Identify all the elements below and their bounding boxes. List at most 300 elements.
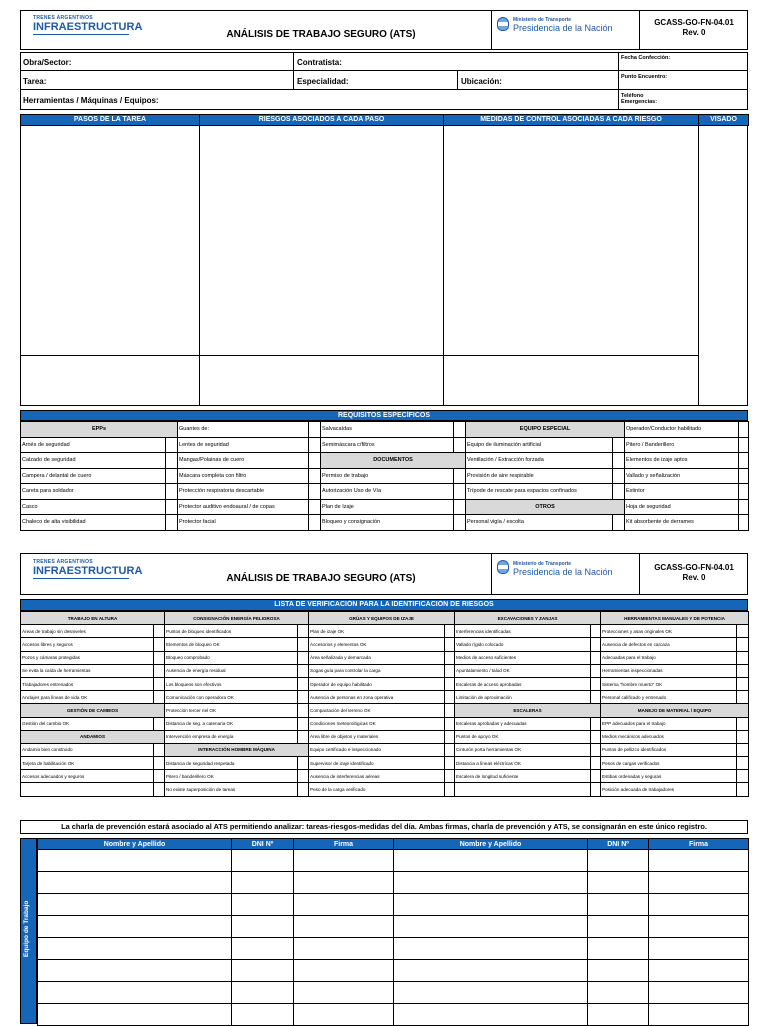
equipo-trabajo-label: Equipo de Trabajo <box>23 900 30 958</box>
firma-input[interactable] <box>649 916 749 938</box>
verificacion-checkbox[interactable] <box>445 691 455 704</box>
verificacion-item-label: Adecuadas para el trabajo <box>601 651 737 664</box>
verificacion-item-label: Ausencia de defectos en carcaza <box>601 638 737 651</box>
requisitos-checkbox[interactable] <box>454 499 466 515</box>
verificacion-row <box>21 743 749 756</box>
verificacion-item-label: Vallado rígido colocado <box>455 638 591 651</box>
requisitos-checkbox[interactable] <box>454 515 466 531</box>
firma-input[interactable] <box>294 894 394 916</box>
requisitos-item-label: Kit absorbente de derrames <box>625 515 739 531</box>
verificacion-item-label: Ausencia de energía residual <box>165 664 298 677</box>
verificacion-checkbox[interactable] <box>154 783 165 796</box>
verificacion-item-label: Escaleras aprobadas y adecuadas <box>455 717 591 730</box>
verificacion-checkbox[interactable] <box>737 691 749 704</box>
requisitos-item-label: Ventilación / Extracción forzada <box>466 453 613 469</box>
document-title: ANÁLISIS DE TRABAJO SEGURO (ATS) <box>226 29 416 40</box>
verificacion-group-header: ANDAMIOS <box>21 730 165 743</box>
requisitos-item-label: Arnés de seguridad <box>21 437 166 453</box>
verificacion-checkbox[interactable] <box>154 757 165 770</box>
verificacion-checkbox[interactable] <box>154 664 165 677</box>
verificacion-item-label: Compactación del terreno OK <box>309 704 445 717</box>
equipo-trabajo-sidebar <box>20 838 37 1024</box>
verificacion-item-label: Elementos de bloqueo OK <box>165 638 298 651</box>
firma-input[interactable] <box>294 960 394 982</box>
verificacion-checkbox[interactable] <box>591 717 601 730</box>
verificacion-item-label: Los bloqueos son efectivos <box>165 677 298 690</box>
requisitos-item-label: Hoja de seguridad <box>625 499 739 515</box>
requisitos-checkbox[interactable] <box>454 484 466 500</box>
verificacion-item-label <box>455 783 591 796</box>
requisitos-checkbox[interactable] <box>309 422 321 438</box>
requisitos-checkbox[interactable] <box>739 468 749 484</box>
verificacion-item-label <box>21 783 154 796</box>
verificacion-checkbox[interactable] <box>298 770 309 783</box>
verificacion-checkbox[interactable] <box>298 783 309 796</box>
verificacion-checkbox[interactable] <box>591 743 601 756</box>
requisitos-checkbox[interactable] <box>739 437 749 453</box>
dni-input[interactable] <box>588 1004 649 1026</box>
dni-input[interactable] <box>232 872 294 894</box>
nombre-input[interactable] <box>394 894 588 916</box>
firma-input[interactable] <box>649 850 749 872</box>
requisitos-row <box>21 453 749 469</box>
charla-note: La charla de prevención estará asociado al ATS permitiendo analizar: tareas-riesgos-medidas del día. Ambas firmas, charla de prevención y ATS, se consignarán en este único registro. <box>20 820 748 834</box>
steps-input-area[interactable] <box>31 135 191 345</box>
requisitos-item-label: Operador/Conductor habilitado <box>625 422 739 438</box>
visado-col-header: VISADO <box>698 114 749 126</box>
obra-sector-field[interactable]: Obra/Sector: <box>23 58 72 67</box>
especialidad-field[interactable]: Especialidad: <box>297 77 349 86</box>
requisitos-checkbox[interactable] <box>739 499 749 515</box>
verificacion-group-header: MANEJO DE MATERIAL / EQUIPO <box>601 704 749 717</box>
logo-infraestructura: TRENES ARGENTINOS INFRAESTRUCTURA <box>33 15 143 33</box>
verificacion-checkbox[interactable] <box>591 783 601 796</box>
verificacion-item-label: Protección tercer riel OK <box>165 704 298 717</box>
requisitos-checkbox[interactable] <box>739 453 749 469</box>
punto-encuentro-field[interactable]: Punto Encuentro: <box>621 74 668 80</box>
logo-infraestructura-2: TRENES ARGENTINOS INFRAESTRUCTURA <box>33 559 143 577</box>
requisitos-row <box>21 515 749 531</box>
nombre-input[interactable] <box>394 872 588 894</box>
verificacion-item-label: Supervisor de izaje identificado <box>309 757 445 770</box>
verificacion-checkbox[interactable] <box>737 677 749 690</box>
verificacion-item-label: Condiciones meteorológicas OK <box>309 717 445 730</box>
verificacion-row <box>21 770 749 783</box>
firmas-row <box>38 1004 749 1026</box>
requisitos-checkbox[interactable] <box>166 515 178 531</box>
verificacion-item-label: EPP adecuados para el trabajo <box>601 717 737 730</box>
verificacion-checkbox[interactable] <box>154 638 165 651</box>
verificacion-row <box>21 664 749 677</box>
verificacion-row <box>21 730 749 743</box>
verificacion-item-label: Tarjeta de habilitación OK <box>21 757 154 770</box>
requisitos-item-label: Calzado de seguridad <box>21 453 166 469</box>
requisitos-item-label: Bloqueo y consignación <box>321 515 454 531</box>
dni-input[interactable] <box>588 982 649 1004</box>
verificacion-item-label: Plan de izaje OK <box>309 625 445 638</box>
firmas-table <box>37 838 749 1026</box>
nombre-input[interactable] <box>38 916 232 938</box>
firmas-row <box>38 916 749 938</box>
verificacion-item-label: Escaleras de acceso aprobadas <box>455 677 591 690</box>
verificacion-checkbox[interactable] <box>298 651 309 664</box>
requisitos-row <box>21 422 749 438</box>
firma-input[interactable] <box>294 938 394 960</box>
requisitos-title: REQUISITOS ESPECÍFICOS <box>20 410 748 421</box>
verificacion-checkbox[interactable] <box>298 638 309 651</box>
verificacion-row <box>21 704 749 717</box>
dni-input[interactable] <box>588 850 649 872</box>
requisitos-item-label: Lentes de seguridad <box>178 437 309 453</box>
requisitos-checkbox[interactable] <box>166 437 178 453</box>
requisitos-item-label: Protector auditivo endoaural / de copas <box>178 499 309 515</box>
requisitos-row <box>21 484 749 500</box>
requisitos-item-label: Permiso de trabajo <box>321 468 454 484</box>
requisitos-checkbox[interactable] <box>309 468 321 484</box>
requisitos-group-header: EQUIPO ESPECIAL <box>466 422 625 438</box>
requisitos-item-label: Máscara completa con filtro <box>178 468 309 484</box>
risks-input-area[interactable] <box>209 135 434 345</box>
requisitos-checkbox[interactable] <box>309 453 321 469</box>
verificacion-title: LISTA DE VERIFICACIÓN PARA LA IDENTIFICACIÓN DE RIESGOS <box>20 599 748 611</box>
firma-input[interactable] <box>649 982 749 1004</box>
verificacion-item-label: Personal calificado y entrenado <box>601 691 737 704</box>
info-box <box>20 52 748 110</box>
verificacion-item-label: Medios mecánicos adecuados <box>601 730 737 743</box>
requisitos-item-label: Protector facial <box>178 515 309 531</box>
verificacion-item-label: Distancia a líneas eléctricas OK <box>455 757 591 770</box>
verificacion-checkbox[interactable] <box>737 757 749 770</box>
verificacion-checkbox[interactable] <box>298 704 309 717</box>
requisitos-row <box>21 468 749 484</box>
requisitos-group-header: DOCUMENTOS <box>321 453 466 469</box>
measures-input-area[interactable] <box>453 135 688 345</box>
dni-input[interactable] <box>232 894 294 916</box>
verificacion-checkbox[interactable] <box>737 770 749 783</box>
verificacion-item-label: Puntos de pellizco identificados <box>601 743 737 756</box>
verificacion-item-label: Ausencia de interferencias aéreas <box>309 770 445 783</box>
verificacion-checkbox[interactable] <box>737 783 749 796</box>
verificacion-checkbox[interactable] <box>591 677 601 690</box>
firma-input[interactable] <box>649 1004 749 1026</box>
requisitos-item-label: Elementos de izaje aptos <box>625 453 739 469</box>
document-code: GCASS-GO-FN-04.01 Rev. 0 <box>654 18 734 37</box>
contratista-field[interactable]: Contratista: <box>297 58 342 67</box>
verificacion-checkbox[interactable] <box>154 770 165 783</box>
verificacion-checkbox[interactable] <box>298 717 309 730</box>
dni-input[interactable] <box>588 872 649 894</box>
verificacion-item-label: Apuntalamiento / talud OK <box>455 664 591 677</box>
verificacion-item-label: Área señalizada y demarcada <box>309 651 445 664</box>
verificacion-checkbox[interactable] <box>445 730 455 743</box>
verificacion-row <box>21 783 749 796</box>
verificacion-checkbox[interactable] <box>298 677 309 690</box>
requisitos-checkbox[interactable] <box>454 468 466 484</box>
requisitos-item-label: Salvacaídas <box>321 422 454 438</box>
requisitos-group-header: OTROS <box>466 499 625 515</box>
document-title-2: ANÁLISIS DE TRABAJO SEGURO (ATS) <box>226 573 416 584</box>
requisitos-item-label: Semimáscara c/filtros <box>321 437 454 453</box>
nombre-input[interactable] <box>38 982 232 1004</box>
verificacion-checkbox[interactable] <box>298 757 309 770</box>
verificacion-checkbox[interactable] <box>445 770 455 783</box>
verificacion-checkbox[interactable] <box>154 743 165 756</box>
firmas-row <box>38 894 749 916</box>
verificacion-item-label: Cinturón porta herramientas OK <box>455 743 591 756</box>
verificacion-checkbox[interactable] <box>737 730 749 743</box>
verificacion-checkbox[interactable] <box>445 664 455 677</box>
verificacion-checkbox[interactable] <box>445 783 455 796</box>
verificacion-item-label: Área libre de objetos y materiales <box>309 730 445 743</box>
nombre-input[interactable] <box>38 938 232 960</box>
verificacion-item-label: Estibas ordenadas y seguras <box>601 770 737 783</box>
nombre-input[interactable] <box>394 850 588 872</box>
verificacion-item-label: Gestión del cambio OK <box>21 717 154 730</box>
dni-input[interactable] <box>232 960 294 982</box>
verificacion-checkbox[interactable] <box>591 757 601 770</box>
verificacion-checkbox[interactable] <box>445 638 455 651</box>
verificacion-checkbox[interactable] <box>591 770 601 783</box>
verificacion-item-label: Equipo certificado e inspeccionado <box>309 743 445 756</box>
requisitos-checkbox[interactable] <box>166 484 178 500</box>
telefono-emergencias-field[interactable]: Teléfono Emergencias: <box>621 93 658 105</box>
verificacion-checkbox[interactable] <box>154 717 165 730</box>
seal-icon-2 <box>497 560 509 574</box>
requisitos-checkbox[interactable] <box>613 515 625 531</box>
verificacion-item-label: Se evita la caída de herramientas <box>21 664 154 677</box>
verificacion-item-label: Puntos de bloqueo identificados <box>165 625 298 638</box>
firmas-column-header: DNI Nº <box>588 839 649 850</box>
requisitos-item-label: Campera / delantal de cuero <box>21 468 166 484</box>
herramientas-field[interactable]: Herramientas / Máquinas / Equipos: <box>23 96 159 105</box>
verificacion-item-label: Puntos de apoyo OK <box>455 730 591 743</box>
verificacion-item-label: Distancia de seg. a catenaria OK <box>165 717 298 730</box>
firma-input[interactable] <box>294 872 394 894</box>
nombre-input[interactable] <box>394 916 588 938</box>
requisitos-checkbox[interactable] <box>613 484 625 500</box>
header-box-2 <box>20 553 748 595</box>
verificacion-checkbox[interactable] <box>737 638 749 651</box>
nombre-input[interactable] <box>38 850 232 872</box>
verificacion-row <box>21 638 749 651</box>
verificacion-row <box>21 625 749 638</box>
requisitos-item-label: Plan de Izaje <box>321 499 454 515</box>
verificacion-checkbox[interactable] <box>298 625 309 638</box>
dni-input[interactable] <box>232 938 294 960</box>
verificacion-checkbox[interactable] <box>298 664 309 677</box>
verificacion-row <box>21 717 749 730</box>
verificacion-checkbox[interactable] <box>445 625 455 638</box>
risks-col-header: RIESGOS ASOCIADOS A CADA PASO <box>199 114 444 126</box>
firma-input[interactable] <box>649 872 749 894</box>
verificacion-checkbox[interactable] <box>737 625 749 638</box>
verificacion-checkbox[interactable] <box>154 691 165 704</box>
nombre-input[interactable] <box>394 1004 588 1026</box>
ministry-logo-2: Ministerio de Transporte Presidencia de la Nación <box>513 561 613 577</box>
firmas-row <box>38 960 749 982</box>
verificacion-group-header: ESCALERAS <box>455 704 601 717</box>
requisitos-item-label: Autorización Uso de Vía <box>321 484 454 500</box>
verificacion-checkbox[interactable] <box>737 743 749 756</box>
verificacion-checkbox[interactable] <box>298 730 309 743</box>
verificacion-category-header: HERRAMIENTAS MANUALES Y DE POTENCIA <box>601 612 749 625</box>
verificacion-item-label: Pitero / banderillero OK <box>165 770 298 783</box>
verificacion-category-header: GRÚAS Y EQUIPOS DE IZAJE <box>309 612 455 625</box>
requisitos-item-label: Guantes de: <box>178 422 309 438</box>
verificacion-row <box>21 651 749 664</box>
requisitos-row <box>21 499 749 515</box>
verificacion-group-header: GESTIÓN DE CAMBIOS <box>21 704 165 717</box>
dni-input[interactable] <box>232 916 294 938</box>
nombre-input[interactable] <box>38 894 232 916</box>
firmas-header-row <box>38 839 749 850</box>
nombre-input[interactable] <box>394 960 588 982</box>
verificacion-checkbox[interactable] <box>445 717 455 730</box>
verificacion-item-label: Bloqueo comprobado <box>165 651 298 664</box>
dni-input[interactable] <box>232 850 294 872</box>
requisitos-checkbox[interactable] <box>739 484 749 500</box>
verificacion-item-label: Operador de equipo habilitado <box>309 677 445 690</box>
verificacion-checkbox[interactable] <box>737 651 749 664</box>
seal-icon <box>497 17 509 31</box>
requisitos-checkbox[interactable] <box>166 468 178 484</box>
requisitos-item-label: Equipo de iluminación artificial <box>466 437 613 453</box>
tarea-field[interactable]: Tarea: <box>23 77 47 86</box>
verificacion-checkbox[interactable] <box>445 704 455 717</box>
verificacion-item-label: Limitación de aproximación <box>455 691 591 704</box>
verificacion-group-header: INTERACCIÓN HOMBRE MÁQUINA <box>165 743 309 756</box>
verificacion-checkbox[interactable] <box>445 677 455 690</box>
firmas-row <box>38 982 749 1004</box>
requisitos-item-label: Pitero / Banderillero <box>625 437 739 453</box>
requisitos-item-label: Mangas/Polainas de cuero <box>178 453 309 469</box>
verificacion-checkbox[interactable] <box>591 651 601 664</box>
verificacion-item-label: Accesorios y elementos OK <box>309 638 445 651</box>
requisitos-row <box>21 437 749 453</box>
requisitos-checkbox[interactable] <box>309 515 321 531</box>
requisitos-checkbox[interactable] <box>454 437 466 453</box>
firma-input[interactable] <box>294 982 394 1004</box>
firma-input[interactable] <box>294 1004 394 1026</box>
verificacion-checkbox[interactable] <box>591 691 601 704</box>
nombre-input[interactable] <box>38 872 232 894</box>
measures-col-header: MEDIDAS DE CONTROL ASOCIADAS A CADA RIESGO <box>443 114 699 126</box>
firma-input[interactable] <box>649 960 749 982</box>
verificacion-item-label: Ausencia de personas en zona operativa <box>309 691 445 704</box>
firmas-column-header: Firma <box>649 839 749 850</box>
firmas-column-header: Nombre y Apellido <box>38 839 232 850</box>
dni-input[interactable] <box>588 894 649 916</box>
ministry-logo: Ministerio de Transporte Presidencia de la Nación <box>513 17 613 33</box>
verificacion-category-header: CONSIGNACIÓN ENERGÍA PELIGROSA <box>165 612 309 625</box>
verificacion-item-label: Peso de la carga verificado <box>309 783 445 796</box>
firma-input[interactable] <box>294 916 394 938</box>
verificacion-item-label: Anclajes para líneas de vida OK <box>21 691 154 704</box>
verificacion-item-label: Áreas de trabajo sin desniveles <box>21 625 154 638</box>
requisitos-checkbox[interactable] <box>309 484 321 500</box>
nombre-input[interactable] <box>394 982 588 1004</box>
verificacion-item-label: No existe superposición de tareas <box>165 783 298 796</box>
requisitos-item-label: Trípode de rescate para espacios confinados <box>466 484 613 500</box>
requisitos-checkbox[interactable] <box>309 499 321 515</box>
requisitos-checkbox[interactable] <box>739 422 749 438</box>
verificacion-checkbox[interactable] <box>737 664 749 677</box>
requisitos-table <box>20 421 749 531</box>
requisitos-group-header: EPPs <box>21 422 178 438</box>
dni-input[interactable] <box>232 1004 294 1026</box>
nombre-input[interactable] <box>394 938 588 960</box>
verificacion-checkbox[interactable] <box>737 717 749 730</box>
requisitos-item-label: Provisión de aire respirable <box>466 468 613 484</box>
requisitos-checkbox[interactable] <box>739 515 749 531</box>
verificacion-item-label: Posición adecuada de trabajadores <box>601 783 737 796</box>
ubicacion-field[interactable]: Ubicación: <box>461 77 502 86</box>
verificacion-checkbox[interactable] <box>298 691 309 704</box>
verificacion-category-header: TRABAJO EN ALTURA <box>21 612 165 625</box>
dni-input[interactable] <box>588 938 649 960</box>
verificacion-checkbox[interactable] <box>445 757 455 770</box>
steps-col-header: PASOS DE LA TAREA <box>20 114 200 126</box>
requisitos-item-label: Personal vigía / escolta <box>466 515 613 531</box>
verificacion-item-label: Sistema "hombre muerto" OK <box>601 677 737 690</box>
verificacion-checkbox[interactable] <box>591 625 601 638</box>
dni-input[interactable] <box>588 916 649 938</box>
verificacion-checkbox[interactable] <box>154 677 165 690</box>
verificacion-item-label: Accesos adecuados y seguros <box>21 770 154 783</box>
verificacion-checkbox[interactable] <box>154 625 165 638</box>
verificacion-item-label: Trabajadores entrenados <box>21 677 154 690</box>
verificacion-item-label: Sogas guía para controlar la carga <box>309 664 445 677</box>
requisitos-item-label: Vallado y señalización <box>625 468 739 484</box>
steps-table <box>20 114 748 406</box>
verificacion-row <box>21 677 749 690</box>
verificacion-item-label: Interferencias identificadas <box>455 625 591 638</box>
verificacion-checkbox[interactable] <box>445 651 455 664</box>
requisitos-checkbox[interactable] <box>166 453 178 469</box>
firma-input[interactable] <box>649 938 749 960</box>
verificacion-checkbox[interactable] <box>154 651 165 664</box>
nombre-input[interactable] <box>38 1004 232 1026</box>
requisitos-item-label: Extintor <box>625 484 739 500</box>
firma-input[interactable] <box>649 894 749 916</box>
requisitos-checkbox[interactable] <box>613 437 625 453</box>
verificacion-checkbox[interactable] <box>591 638 601 651</box>
verificacion-table <box>20 611 749 797</box>
requisitos-checkbox[interactable] <box>166 499 178 515</box>
dni-input[interactable] <box>588 960 649 982</box>
firma-input[interactable] <box>294 850 394 872</box>
header-box-1 <box>20 10 748 50</box>
verificacion-item-label: Herramientas inspeccionadas <box>601 664 737 677</box>
verificacion-item-label: Andamio bien construido <box>21 743 154 756</box>
dni-input[interactable] <box>232 982 294 1004</box>
fecha-confeccion-field[interactable]: Fecha Confección: <box>621 55 671 61</box>
requisitos-checkbox[interactable] <box>613 453 625 469</box>
document-code-2: GCASS-GO-FN-04.01 Rev. 0 <box>654 563 734 582</box>
requisitos-checkbox[interactable] <box>309 437 321 453</box>
requisitos-checkbox[interactable] <box>454 422 466 438</box>
requisitos-checkbox[interactable] <box>613 468 625 484</box>
verificacion-item-label: Intervención empresa de energía <box>165 730 298 743</box>
firmas-column-header: DNI Nº <box>232 839 294 850</box>
firmas-column-header: Nombre y Apellido <box>394 839 588 850</box>
verificacion-checkbox[interactable] <box>591 664 601 677</box>
verificacion-checkbox[interactable] <box>445 743 455 756</box>
firmas-row <box>38 872 749 894</box>
verificacion-item-label: Protecciones y asas originales OK <box>601 625 737 638</box>
verificacion-checkbox[interactable] <box>591 730 601 743</box>
nombre-input[interactable] <box>38 960 232 982</box>
